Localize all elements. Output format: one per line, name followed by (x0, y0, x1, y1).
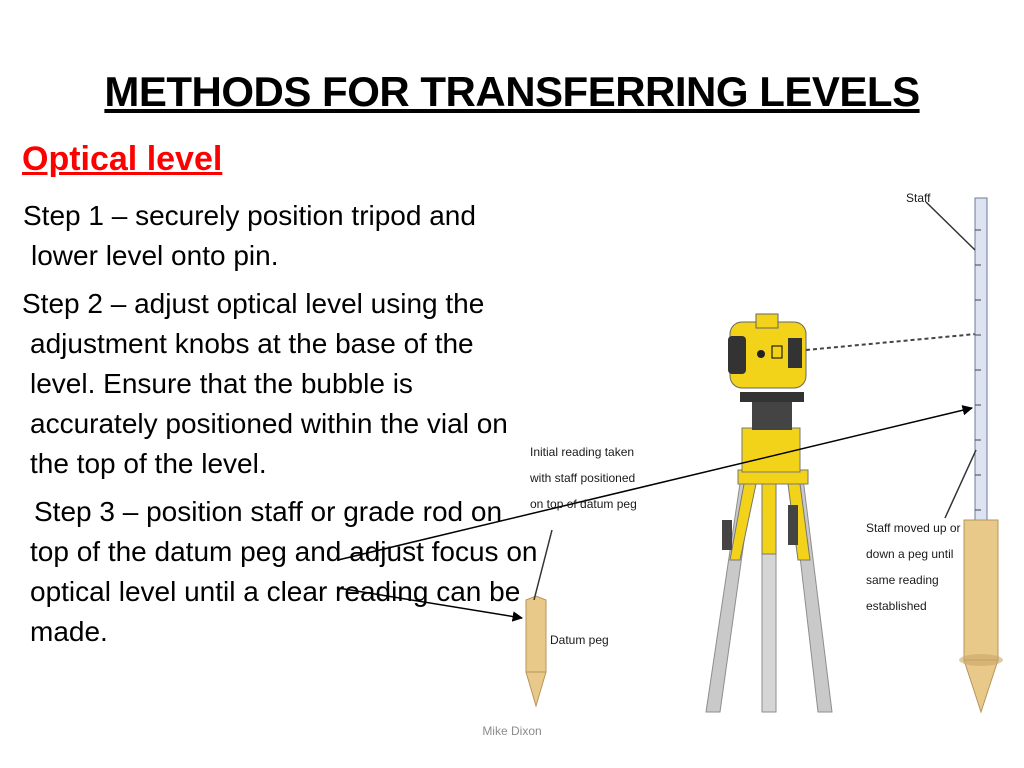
label-datum-peg: Datum peg (550, 633, 609, 647)
label-staff-moved-2: down a peg until (866, 547, 954, 561)
label-initial-reading-1: Initial reading taken (530, 445, 635, 459)
peg-right (959, 520, 1003, 712)
section-heading-optical-level: Optical level (22, 140, 223, 178)
step-2: Step 2 – adjust optical level using the adjustment knobs at the base of the level. Ensure that the bubble is accurately positioned within the vial on the top of the level. (22, 288, 508, 479)
footer-author: Mike Dixon (482, 724, 542, 738)
label-staff-moved-3: same reading (866, 573, 939, 587)
arrow-to-staff (338, 408, 972, 560)
label-staff: Staff (906, 191, 931, 205)
label-staff-moved-4: established (866, 599, 927, 613)
optical-level-instrument (728, 314, 806, 472)
label-initial-reading-2: with staff positioned (530, 471, 636, 485)
sight-line (806, 334, 976, 350)
arrow-to-datum-peg (338, 588, 522, 618)
step-1: Step 1 – securely position tripod and lower level onto pin. (23, 200, 476, 271)
tripod (706, 470, 832, 712)
step-3: Step 3 – position staff or grade rod on top of the datum peg and adjust focus on optical level until a clear reading can be made. (30, 496, 538, 647)
slide-title: METHODS FOR TRANSFERRING LEVELS (104, 68, 920, 115)
label-staff-moved-1: Staff moved up or (866, 521, 961, 535)
label-initial-reading-3: on top of datum peg (530, 497, 637, 511)
datum-peg (526, 596, 546, 706)
